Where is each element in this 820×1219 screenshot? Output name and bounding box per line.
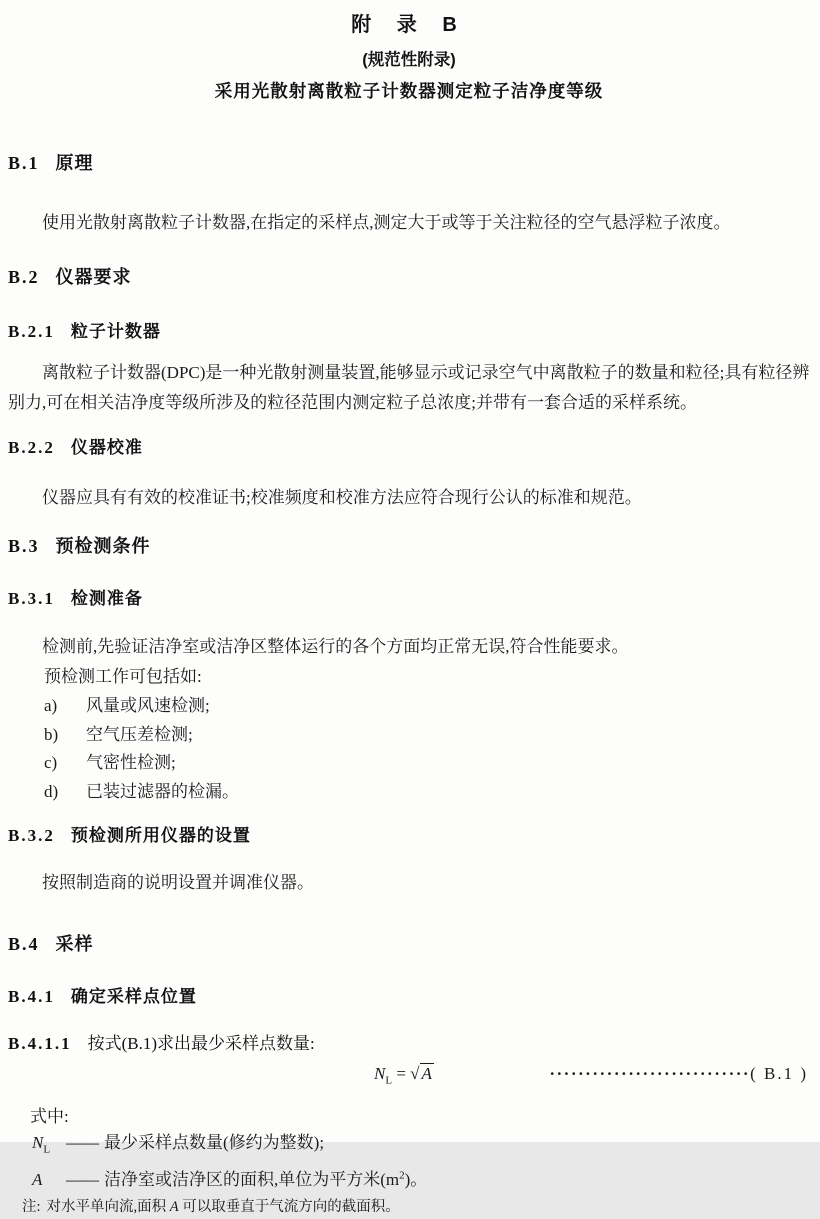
equation-number: ( B.1 ) <box>750 1064 808 1083</box>
section-number: B.2 <box>8 267 40 287</box>
term-symbol-subscript: L <box>43 1143 51 1156</box>
section-heading-b2 <box>8 263 810 289</box>
list-marker: c) <box>44 753 58 772</box>
section-title: 粒子计数器 <box>70 322 161 341</box>
list-text: 气密性检测; <box>86 753 176 772</box>
where-term-nl <box>8 1130 810 1162</box>
section-heading-b411 <box>8 1029 810 1054</box>
section-heading-b31 <box>8 584 810 609</box>
section-heading-b3 <box>8 532 810 558</box>
equation-variable: N <box>374 1064 386 1083</box>
appendix-heading: 采用光散射离散粒子计数器测定粒子洁净度等级 <box>214 81 604 101</box>
paragraph-b31-2: 预检测工作可包括如: <box>44 667 202 686</box>
leader-dots: ···························· <box>549 1064 751 1083</box>
radicand: A <box>421 1064 432 1083</box>
list-item <box>44 692 810 721</box>
equation-expression <box>374 1064 434 1086</box>
section-title: 预检测所用仪器的设置 <box>70 826 251 845</box>
section-title: 仪器要求 <box>55 267 132 287</box>
section-number: B.4 <box>8 934 40 954</box>
section-number: B.4.1 <box>8 987 55 1006</box>
paragraph-b1: 使用光散射离散粒子计数器,在指定的采样点,测定大于或等于关注粒径的空气悬浮粒子浓度。 <box>42 213 731 232</box>
term-symbol <box>32 1130 66 1162</box>
paragraph-b31-1: 检测前,先验证洁净室或洁净区整体运行的各个方面均正常无误,符合性能要求。 <box>42 637 629 656</box>
section-heading-b4 <box>8 930 810 956</box>
list-text: 空气压差检测; <box>86 724 193 744</box>
list-marker: a) <box>44 696 58 715</box>
section-heading-b32 <box>8 821 810 846</box>
list-text: 风量或风速检测; <box>86 696 210 715</box>
section-heading-b41 <box>8 982 810 1007</box>
term-description: 最少采样点数量(修约为整数); <box>104 1133 325 1152</box>
equation-subscript: L <box>385 1074 393 1087</box>
term-description-post: )。 <box>404 1170 428 1190</box>
where-term-a <box>8 1162 810 1193</box>
section-heading-b22 <box>8 433 810 458</box>
paragraph-b32: 按照制造商的说明设置并调准仪器。 <box>42 873 314 892</box>
section-number: B.3.1 <box>8 589 55 608</box>
list-item <box>44 749 810 778</box>
term-dash: —— <box>66 1133 98 1152</box>
term-symbol <box>32 1167 66 1193</box>
section-number: B.2.2 <box>8 438 55 457</box>
section-title: 确定采样点位置 <box>70 987 197 1006</box>
section-title: 仪器校准 <box>70 438 143 457</box>
list-marker: b) <box>44 724 59 744</box>
section-text: 按式(B.1)求出最少采样点数量: <box>87 1034 315 1053</box>
appendix-title: 附 录 B <box>351 14 467 36</box>
section-number: B.3 <box>8 536 40 556</box>
list-item <box>44 778 810 807</box>
equals-sign: = <box>392 1064 411 1083</box>
section-title: 检测准备 <box>70 589 143 608</box>
note-line <box>8 1195 810 1219</box>
section-heading-b1 <box>8 149 810 175</box>
section-number: B.3.2 <box>8 826 55 845</box>
section-title: 预检测条件 <box>55 536 151 556</box>
section-number: B.2.1 <box>8 322 55 341</box>
section-title: 采样 <box>55 934 94 954</box>
term-symbol-letter: N <box>32 1133 44 1152</box>
term-description <box>104 1170 427 1189</box>
note-text-post: 可以取垂直于气流方向的截面积。 <box>178 1199 400 1216</box>
note-label: 注: <box>22 1199 41 1216</box>
section-title: 原理 <box>55 153 94 173</box>
equation-leader <box>549 1064 808 1084</box>
note-variable: A <box>169 1199 179 1216</box>
term-dash: —— <box>66 1170 98 1190</box>
radical-sign: √ <box>410 1064 420 1083</box>
equation-b1 <box>8 1062 810 1094</box>
term-description-pre: 洁净室或洁净区的面积,单位为平方米(m <box>104 1170 400 1190</box>
paragraph-b22: 仪器应具有有效的校准证书;校准频度和校准方法应符合现行公认的标准和规范。 <box>42 488 642 507</box>
note-text-pre: 对水平单向流,面积 <box>46 1199 170 1216</box>
list-item <box>44 721 810 750</box>
where-intro: 式中: <box>30 1107 69 1126</box>
term-description-sup: 2 <box>399 1169 405 1182</box>
term-symbol-letter: A <box>32 1170 43 1190</box>
section-number: B.1 <box>8 153 40 173</box>
paragraph-b21: 离散粒子计数器(DPC)是一种光散射测量装置,能够显示或记录空气中离散粒子的数量和粒径;具有粒径辨别力,可在相关洁净度等级所涉及的粒径范围内测定粒子总浓度;并带有一套合适的采样系统。 <box>8 363 810 412</box>
pretest-checklist <box>8 692 810 806</box>
section-heading-b21 <box>8 317 810 342</box>
list-marker: d) <box>44 781 59 801</box>
list-text: 已装过滤器的检漏。 <box>86 781 239 801</box>
appendix-subtitle: (规范性附录) <box>362 51 456 69</box>
section-number: B.4.1.1 <box>8 1034 72 1053</box>
